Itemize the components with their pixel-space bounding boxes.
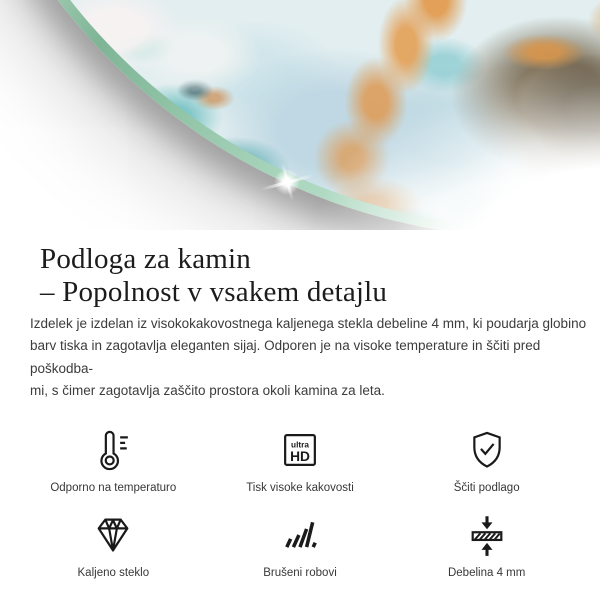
ultra-hd-icon <box>278 428 322 472</box>
feature-label: Odporno na temperaturo <box>50 482 177 495</box>
thermometer-icon <box>91 428 135 472</box>
feature-label: Debelina 4 mm <box>447 567 526 580</box>
product-photo <box>0 0 600 230</box>
diamond-icon <box>91 513 135 557</box>
thickness-arrows-icon <box>465 513 509 557</box>
feature-label: Kaljeno steklo <box>77 567 150 580</box>
description-line: mi, s čimer zagotavlja zaščito prostora okoli kamina za leta. <box>30 382 385 398</box>
feature-label: Brušeni robovi <box>263 567 337 580</box>
feature-thickness <box>393 513 580 580</box>
description-line: Izdelek je izdelan iz visokokakovostnega kaljenega stekla debeline 4 mm, ki poudarja globino <box>30 316 587 331</box>
feature-grid <box>20 428 580 580</box>
feature-label: Tisk visoke kakovosti <box>246 482 354 495</box>
svg-text:ultra: ultra <box>291 440 309 450</box>
feature-label: Ščiti podlago <box>453 482 520 495</box>
diagonal-stripes-icon <box>278 513 322 557</box>
svg-text:HD: HD <box>290 449 310 465</box>
page-title-line2: – Popolnost v vsakem detajlu <box>40 276 388 308</box>
product-description <box>30 313 600 402</box>
feature-print-quality <box>207 428 394 495</box>
page-title-line1: Podloga za kamin <box>40 243 251 275</box>
feature-protection <box>393 428 580 495</box>
feature-tempered-glass <box>20 513 207 580</box>
feature-temperature <box>20 428 207 495</box>
shield-check-icon <box>465 428 509 472</box>
feature-polished-edges <box>207 513 394 580</box>
page-title <box>40 243 600 309</box>
description-line: barv tiska in zagotavlja eleganten sijaj. Odporen je na visoke temperature in ščiti pred poškodba- <box>30 338 541 376</box>
